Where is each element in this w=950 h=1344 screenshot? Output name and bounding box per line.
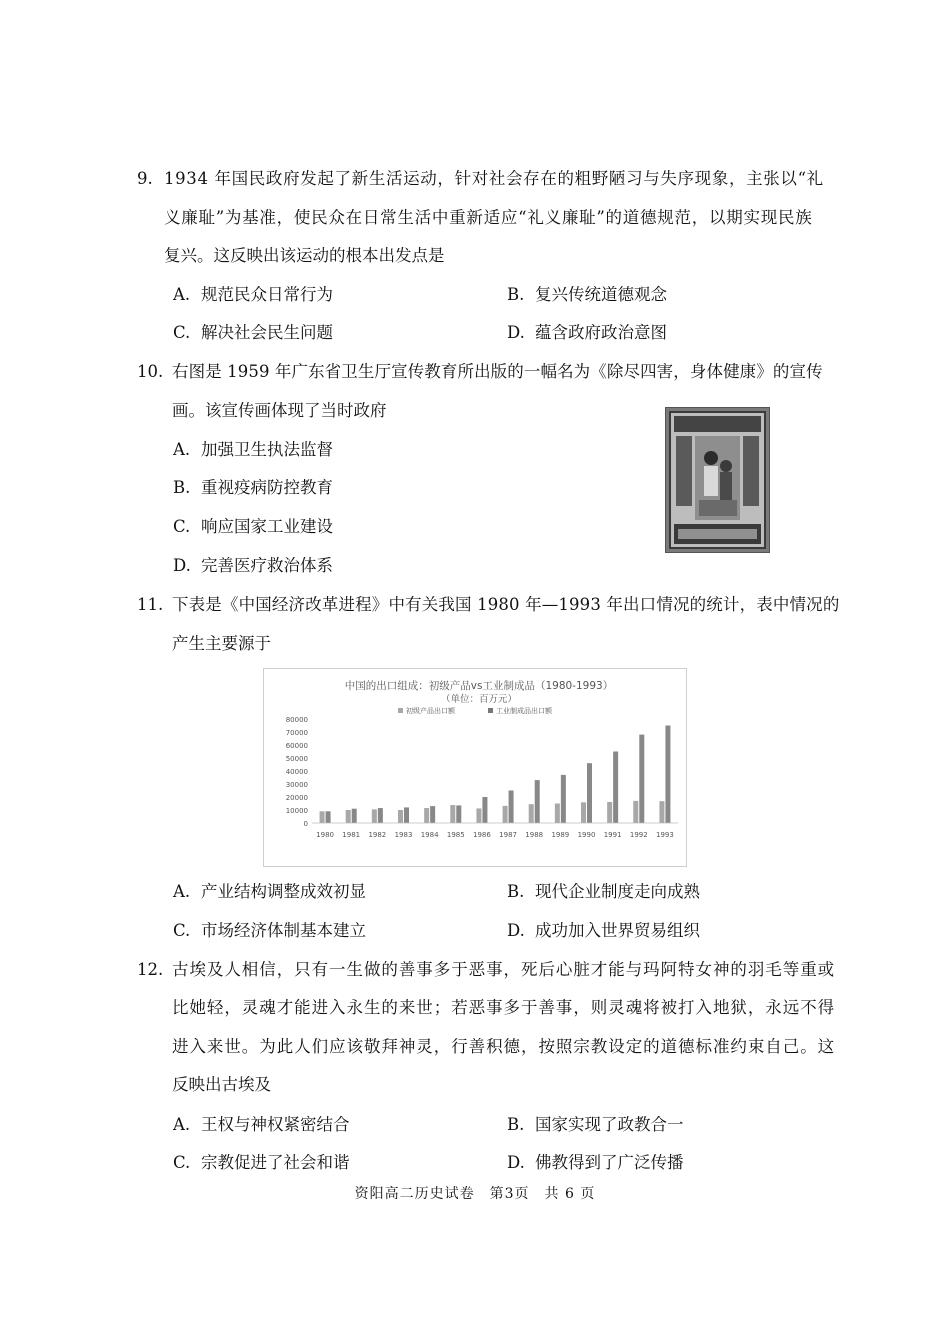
- bar-manufactured-goods: [509, 791, 514, 824]
- y-tick-label: 50000: [285, 755, 308, 763]
- bar-primary-products: [659, 801, 664, 823]
- chart-subtitle: （单位：百万元）: [440, 694, 518, 705]
- legend-swatch-manufactured: [488, 708, 493, 713]
- x-tick-label: 1982: [368, 831, 387, 839]
- q9-option-b[interactable]: [507, 285, 667, 305]
- option-text: 蕴含政府政治意图: [535, 323, 667, 342]
- option-text: 解决社会民生问题: [201, 323, 333, 342]
- chart-legend: [398, 706, 553, 715]
- chart-title: 中国的出口组成：初级产品vs工业制成品（1980-1993）: [344, 680, 614, 692]
- y-tick-label: 20000: [285, 794, 308, 802]
- q11-option-d[interactable]: [507, 921, 700, 941]
- q11-option-c[interactable]: [173, 921, 366, 941]
- option-text: 国家实现了政教合一: [535, 1115, 684, 1134]
- option-letter: D.: [507, 1153, 525, 1172]
- option-letter: B.: [507, 285, 525, 304]
- bar-primary-products: [450, 805, 455, 823]
- q9-option-c[interactable]: [173, 323, 333, 343]
- y-axis: [286, 716, 308, 828]
- q9-option-d[interactable]: [507, 323, 667, 343]
- q12-option-c[interactable]: [173, 1153, 350, 1173]
- option-letter: B.: [507, 882, 525, 901]
- q9-stem-line-1: 1934 年国民政府发起了新生活运动，针对社会存在的粗野陋习与失序现象，主张以“礼: [164, 169, 824, 188]
- x-tick-label: 1985: [446, 831, 465, 839]
- q9-stem-line-2: 义廉耻”为基准，使民众在日常生活中重新适应“礼义廉耻”的道德规范，以期实现民族: [164, 208, 813, 227]
- bar-manufactured-goods: [456, 805, 461, 823]
- y-tick-label: 40000: [285, 768, 308, 776]
- y-tick-label: 80000: [285, 716, 308, 724]
- bar-primary-products: [346, 810, 351, 823]
- q10-option-b[interactable]: [173, 478, 333, 498]
- page-footer: 资阳高二历史试卷 第3页 共 6 页: [354, 1186, 596, 1202]
- option-text: 成功加入世界贸易组织: [535, 921, 700, 940]
- bar-primary-products: [581, 802, 586, 823]
- option-text: 产业结构调整成效初显: [201, 882, 366, 901]
- option-text: 市场经济体制基本建立: [201, 921, 366, 940]
- option-letter: C.: [173, 323, 191, 342]
- q12-number: 12.: [137, 960, 164, 979]
- export-bar-chart: [264, 669, 686, 866]
- bar-manufactured-goods: [482, 797, 487, 823]
- x-tick-label: 1984: [420, 831, 439, 839]
- bar-primary-products: [424, 808, 429, 823]
- option-letter: A.: [173, 882, 191, 901]
- option-letter: C.: [173, 921, 191, 940]
- y-tick-label: 0: [303, 820, 308, 828]
- poster-art: [666, 408, 769, 552]
- option-letter: C.: [173, 517, 191, 536]
- bar-manufactured-goods: [352, 809, 357, 823]
- option-text: 重视疫病防控教育: [201, 478, 333, 497]
- q10-stem-line-1: 右图是 1959 年广东省卫生厅宣传教育所出版的一幅名为《除尽四害，身体健康》的宣传: [172, 362, 823, 381]
- q11-stem-line-1: 下表是《中国经济改革进程》中有关我国 1980 年—1993 年出口情况的统计，表中情况的: [172, 595, 840, 614]
- q12-stem-line-4: 反映出古埃及: [172, 1075, 271, 1094]
- x-tick-label: 1983: [394, 831, 413, 839]
- y-tick-label: 70000: [285, 729, 308, 737]
- q11-number: 11.: [137, 595, 164, 614]
- option-letter: D.: [173, 556, 191, 575]
- option-text: 现代企业制度走向成熟: [535, 882, 700, 901]
- legend-swatch-primary: [398, 708, 403, 713]
- q9-stem-line-3: 复兴。这反映出该运动的根本出发点是: [164, 246, 445, 265]
- x-tick-label: 1990: [577, 831, 596, 839]
- bar-manufactured-goods: [404, 807, 409, 823]
- option-letter: B.: [173, 478, 191, 497]
- option-text: 规范民众日常行为: [201, 285, 333, 304]
- y-tick-label: 10000: [285, 807, 308, 815]
- bar-manufactured-goods: [613, 752, 618, 824]
- q11-option-b[interactable]: [507, 882, 700, 902]
- option-letter: A.: [173, 440, 191, 459]
- q10-option-c[interactable]: [173, 517, 333, 537]
- x-tick-label: 1988: [525, 831, 544, 839]
- q12-option-d[interactable]: [507, 1153, 684, 1173]
- y-tick-label: 30000: [285, 781, 308, 789]
- q12-stem-line-3: 进入来世。为此人们应该敬拜神灵，行善积德，按照宗教设定的道德标准约束自己。这: [172, 1037, 836, 1056]
- q12-stem-line-1: 古埃及人相信，只有一生做的善事多于恶事，死后心脏才能与玛阿特女神的羽毛等重或: [172, 960, 836, 979]
- q11-option-a[interactable]: [173, 882, 366, 902]
- bar-manufactured-goods: [535, 780, 540, 823]
- q9-number: 9.: [137, 169, 153, 188]
- option-letter: D.: [507, 921, 525, 940]
- bar-primary-products: [555, 804, 560, 824]
- bar-manufactured-goods: [639, 735, 644, 823]
- q11-stem-line-2: 产生主要源于: [172, 634, 271, 653]
- option-text: 加强卫生执法监督: [201, 440, 333, 459]
- legend-label-manufactured: 工业制成品出口额: [496, 707, 552, 715]
- bar-primary-products: [398, 810, 403, 823]
- bar-manufactured-goods: [587, 763, 592, 823]
- legend-label-primary: 初级产品出口额: [406, 707, 455, 715]
- bar-primary-products: [503, 806, 508, 823]
- option-text: 完善医疗救治体系: [201, 556, 333, 575]
- export-chart: [263, 668, 687, 867]
- chart-bars: [320, 726, 671, 824]
- y-tick-label: 60000: [285, 742, 308, 750]
- q10-option-a[interactable]: [173, 440, 333, 460]
- x-tick-label: 1989: [551, 831, 570, 839]
- option-letter: B.: [507, 1115, 525, 1134]
- q10-stem-line-2: 画。该宣传画体现了当时政府: [172, 401, 387, 420]
- x-tick-label: 1991: [603, 831, 622, 839]
- option-letter: D.: [507, 323, 525, 342]
- bar-manufactured-goods: [665, 726, 670, 824]
- x-tick-label: 1981: [342, 831, 361, 839]
- x-tick-label: 1980: [316, 831, 334, 839]
- bar-manufactured-goods: [430, 806, 435, 823]
- x-tick-label: 1992: [629, 831, 648, 839]
- bar-primary-products: [633, 801, 638, 823]
- option-letter: C.: [173, 1153, 191, 1172]
- option-text: 响应国家工业建设: [201, 517, 333, 536]
- propaganda-poster-image: [665, 407, 770, 553]
- option-text: 王权与神权紧密结合: [201, 1115, 350, 1134]
- bar-manufactured-goods: [561, 775, 566, 823]
- q12-option-a[interactable]: [173, 1115, 350, 1135]
- option-text: 佛教得到了广泛传播: [535, 1153, 684, 1172]
- option-text: 宗教促进了社会和谐: [201, 1153, 350, 1172]
- bar-primary-products: [320, 811, 325, 823]
- x-tick-label: 1993: [656, 831, 674, 839]
- option-letter: A.: [173, 285, 191, 304]
- bar-primary-products: [372, 809, 377, 823]
- q9-option-a[interactable]: [173, 285, 333, 305]
- x-tick-label: 1986: [473, 831, 491, 839]
- option-letter: A.: [173, 1115, 191, 1134]
- q12-option-b[interactable]: [507, 1115, 684, 1135]
- x-tick-label: 1987: [499, 831, 517, 839]
- option-text: 复兴传统道德观念: [535, 285, 667, 304]
- bar-primary-products: [476, 808, 481, 823]
- bar-manufactured-goods: [326, 811, 331, 823]
- bar-primary-products: [607, 802, 612, 823]
- q10-option-d[interactable]: [173, 556, 333, 576]
- bar-manufactured-goods: [378, 808, 383, 823]
- q12-stem-line-2: 比她轻，灵魂才能进入永生的来世；若恶事多于善事，则灵魂将被打入地狱，永远不得: [172, 998, 836, 1017]
- bar-primary-products: [529, 804, 534, 823]
- q10-number: 10.: [137, 362, 164, 381]
- x-axis: [312, 823, 678, 839]
